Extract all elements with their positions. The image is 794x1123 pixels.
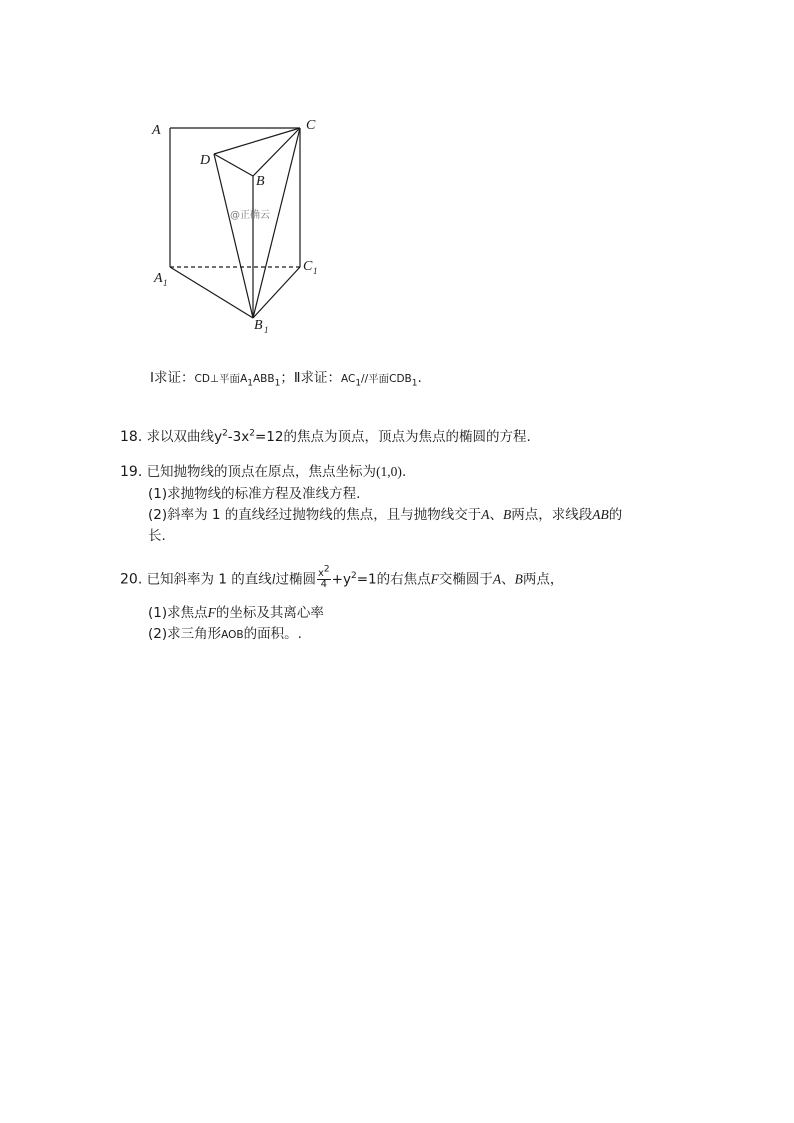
prism-figure bbox=[150, 110, 340, 340]
q20-p2-AOB: AOB bbox=[221, 629, 244, 641]
q19-p2-B: B bbox=[503, 507, 512, 522]
q20-p2-a: (2)求三角形 bbox=[148, 626, 222, 642]
edge-C1B1 bbox=[253, 267, 300, 318]
q19-p2-b: 两点，求线段 bbox=[511, 507, 593, 523]
q17-part1-expr-c-sub: 1 bbox=[274, 378, 281, 389]
q20-eq-b-sup: 2 bbox=[350, 571, 357, 581]
q20-part2 bbox=[148, 624, 302, 645]
q20-stem-b: 过椭圆 bbox=[275, 571, 316, 588]
q20-stem-A: A bbox=[492, 571, 502, 587]
q20-p2-b: 的面积。. bbox=[243, 626, 302, 642]
q20-frac-num-sup: 2 bbox=[323, 564, 330, 575]
label-A1: A bbox=[154, 271, 163, 286]
q20-stem-a: 已知斜率为 1 的直线 bbox=[146, 571, 272, 588]
label-B1: B bbox=[254, 318, 263, 333]
q17-part1-expr-c: ABB bbox=[252, 373, 275, 385]
q17-part2-expr-c-sub: 1 bbox=[411, 378, 418, 389]
edge-DB1 bbox=[214, 154, 253, 318]
q19-part2-cont: 长. bbox=[148, 528, 166, 544]
q17-part2-expr-a: AC bbox=[340, 373, 356, 385]
q20-eq-b: +y bbox=[331, 571, 351, 588]
q17-part1-expr-b: A bbox=[240, 373, 248, 385]
label-A: A bbox=[152, 123, 161, 138]
label-B: B bbox=[256, 174, 265, 189]
q19-part2 bbox=[148, 505, 622, 525]
q17-part2-expr-c: CDB bbox=[389, 373, 412, 385]
q20-stem-e: 两点， bbox=[522, 571, 564, 588]
q19-p2-A: A bbox=[481, 507, 490, 522]
q17-part2-expr-b: //平面 bbox=[361, 373, 390, 385]
q17-parts bbox=[150, 368, 422, 389]
q19-p2-a: (2)斜率为 1 的直线经过抛物线的焦点，且与抛物线交于 bbox=[148, 507, 482, 523]
question-19 bbox=[120, 462, 406, 482]
q20-stem-F: F bbox=[430, 571, 439, 587]
edge-DB bbox=[214, 154, 253, 176]
q18-number: 18. bbox=[120, 429, 143, 445]
q20-part1 bbox=[148, 603, 324, 623]
watermark: @正确云 bbox=[230, 210, 270, 221]
q20-p1-b: 的坐标及其离心率 bbox=[215, 605, 324, 621]
q19-p2-AB: AB bbox=[592, 507, 609, 522]
q20-number: 20. bbox=[120, 571, 143, 588]
edge-CB1 bbox=[253, 128, 300, 318]
q20-stem-c: 的右焦点 bbox=[376, 571, 431, 588]
question-20 bbox=[120, 564, 564, 590]
q19-part1: (1)求抛物线的标准方程及准线方程. bbox=[148, 486, 361, 502]
q20-stem-sep: 、 bbox=[501, 571, 515, 588]
q17-part1-expr-a: CD⊥平面 bbox=[194, 373, 241, 385]
q18-eq-a: y bbox=[214, 429, 223, 445]
q18-eq-b: -3x bbox=[227, 429, 250, 445]
q20-frac-num: x bbox=[318, 568, 324, 579]
edge-A1B1 bbox=[170, 267, 253, 318]
q20-eq-c: =1 bbox=[356, 571, 377, 588]
q17-part1-expr-b-sub: 1 bbox=[247, 378, 253, 389]
q19-stem-a: 已知抛物线的顶点在原点，焦点坐标为 bbox=[146, 464, 377, 480]
q20-stem-d: 交椭圆于 bbox=[438, 571, 493, 588]
q18-text-a: 求以双曲线 bbox=[146, 429, 215, 445]
q17-part2-expr-a-sub: 1 bbox=[355, 378, 362, 389]
q17-sep: ； bbox=[280, 370, 294, 386]
q19-p2-c: 的 bbox=[608, 507, 623, 523]
label-A1-sub: 1 bbox=[163, 278, 168, 288]
q18-text-b: 的焦点为顶点，顶点为焦点的椭圆的方程. bbox=[283, 429, 531, 445]
q17-end: . bbox=[417, 370, 422, 386]
label-C1-sub: 1 bbox=[313, 266, 318, 276]
q20-stem-B: B bbox=[514, 571, 523, 587]
q18-eq-c: =12 bbox=[254, 429, 284, 445]
label-D: D bbox=[200, 153, 211, 168]
q20-stem-l: l bbox=[271, 571, 276, 587]
label-C: C bbox=[306, 118, 316, 133]
q19-number: 19. bbox=[120, 464, 143, 480]
label-C1: C bbox=[303, 259, 313, 274]
q19-stem-end: . bbox=[401, 464, 407, 480]
q19-p2-sep: 、 bbox=[489, 507, 504, 523]
q17-part1-label: Ⅰ求证： bbox=[150, 370, 195, 386]
question-18 bbox=[120, 427, 531, 447]
label-B1-sub: 1 bbox=[264, 325, 269, 335]
q17-part2-label: Ⅱ求证： bbox=[293, 370, 341, 386]
q20-frac-den: 4 bbox=[320, 579, 328, 590]
q18-eq-a-sup: 2 bbox=[222, 428, 228, 439]
q19-stem-coord: (1,0) bbox=[376, 464, 402, 479]
q18-eq-b-sup: 2 bbox=[249, 428, 255, 439]
q20-fraction bbox=[317, 564, 331, 590]
q20-p1-a: (1)求焦点 bbox=[148, 605, 208, 621]
q20-p1-F: F bbox=[207, 605, 216, 620]
